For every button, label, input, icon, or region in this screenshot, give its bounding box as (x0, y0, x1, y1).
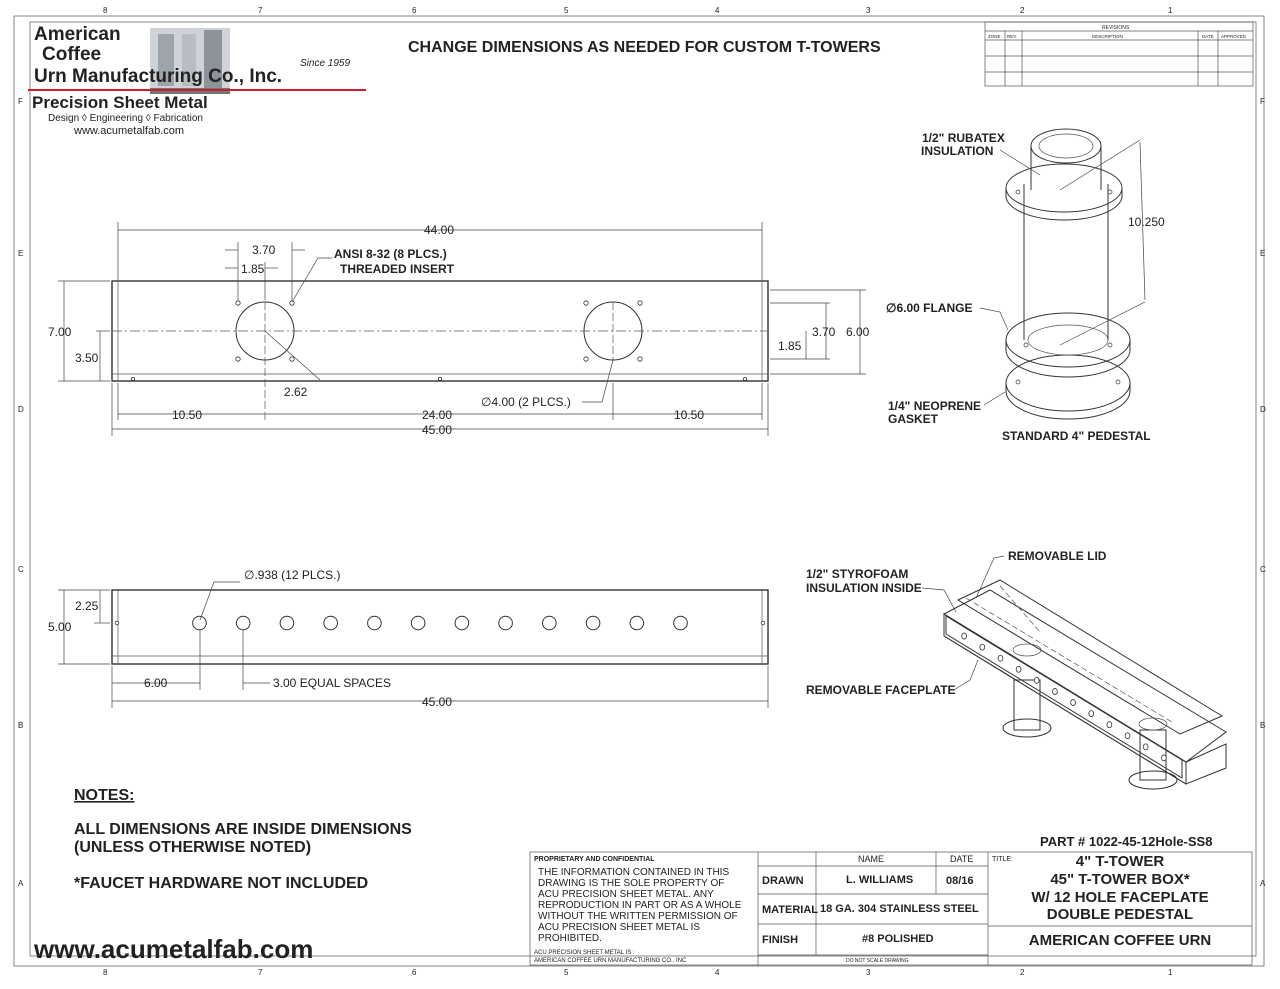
zone-label: 7 (258, 968, 263, 977)
drawn-label: DRAWN (762, 875, 804, 887)
inner-border (30, 22, 1256, 956)
faceplate-hole-group (193, 616, 688, 630)
faceplate-hole-note: ∅.938 (12 PLCS.) (244, 568, 341, 582)
logo-line-1: American (34, 24, 121, 45)
dim-height: 7.00 (48, 325, 72, 339)
box-faceplate-hole (1071, 700, 1076, 706)
zone-label: F (18, 97, 23, 106)
zone-numbers-top (103, 6, 1173, 15)
logo-line-2: Coffee (42, 44, 102, 65)
title-line-3: W/ 12 HOLE FACEPLATE (1031, 889, 1209, 906)
box-faceplate-hole (998, 655, 1003, 661)
company-logo (28, 24, 366, 137)
box-faceplate-hole (1016, 666, 1021, 672)
faceplate-hole (455, 616, 469, 630)
faceplate-hole (368, 616, 382, 630)
notes-heading: NOTES: (74, 787, 135, 804)
dim-right: 10.50 (674, 408, 705, 422)
zone-label: D (1260, 405, 1266, 414)
dim-faceplate-first: 6.00 (144, 676, 168, 690)
dim-hole-half: 1.85 (241, 262, 265, 276)
zone-numbers-bottom (103, 968, 1173, 977)
top-flange (1006, 164, 1122, 212)
dim-overall-top: 44.00 (424, 223, 455, 237)
box-insulation-1: 1/2" STYROFOAM (806, 567, 909, 581)
rev-col-description: DESCRIPTION (1092, 34, 1123, 39)
title-block (530, 852, 1252, 965)
box-faceplate-holes (962, 633, 1166, 761)
box-faceplate-hole (980, 644, 985, 650)
dim-right-height: 6.00 (846, 325, 870, 339)
zone-label: A (1260, 879, 1266, 888)
box-faceplate-hole (1034, 677, 1039, 683)
zone-label: 1 (1168, 6, 1173, 15)
prop-text-line: REPRODUCTION IN PART OR AS A WHOLE (538, 900, 742, 911)
name-header: NAME (858, 854, 885, 864)
rev-col-approved: APPROVED (1221, 34, 1247, 39)
zone-label: E (1260, 249, 1266, 258)
box-faceplate-hole (1089, 711, 1094, 717)
box-faceplate-hole (1161, 755, 1166, 761)
tower-gasket-2: GASKET (888, 412, 939, 426)
zone-label: 4 (715, 968, 720, 977)
material-value: 18 GA. 304 STAINLESS STEEL (820, 903, 979, 915)
box-faceplate-hole (1107, 722, 1112, 728)
zone-label: 3 (866, 968, 871, 977)
header-note: CHANGE DIMENSIONS AS NEEDED FOR CUSTOM T-TOWERS (408, 39, 881, 56)
zone-label: 5 (564, 968, 569, 977)
faceplate-outline (112, 590, 768, 664)
prop-text-line: THE INFORMATION CONTAINED IN THIS (538, 867, 730, 878)
tower-pedestal: STANDARD 4" PEDESTAL (1002, 429, 1151, 443)
dim-overall-bottom: 45.00 (422, 423, 453, 437)
box-faceplate-hole (1143, 744, 1148, 750)
drawn-name: L. WILLIAMS (846, 874, 914, 886)
faceplate-hole (630, 616, 644, 630)
zone-label: E (18, 249, 24, 258)
zone-label: 2 (1020, 968, 1025, 977)
dim-left: 10.50 (172, 408, 203, 422)
zone-label: 4 (715, 6, 720, 15)
tower-gasket-1: 1/4" NEOPRENE (888, 399, 982, 413)
rev-col-date: DATE (1202, 34, 1214, 39)
prop-text-line: PROHIBITED. (538, 933, 602, 944)
pedestal-base (1006, 355, 1130, 411)
dim-half-height: 3.50 (75, 351, 99, 365)
material-label: MATERIAL (762, 904, 819, 916)
prop-footer-1: ACU PRECISION SHEET METAL IS : (534, 950, 635, 956)
dim-center: 24.00 (422, 408, 453, 422)
title-header: TITLE: (992, 856, 1014, 863)
dim-tower-height: 10.250 (1128, 215, 1165, 229)
part-number: PART # 1022-45-12Hole-SS8 (1040, 834, 1213, 849)
faceplate-hole (280, 616, 294, 630)
faceplate-hole (586, 616, 600, 630)
logo-services: Design ◊ Engineering ◊ Fabrication (48, 113, 203, 124)
zone-label: 7 (258, 6, 263, 15)
dim-faceplate-overall: 45.00 (422, 695, 453, 709)
faceplate-view (48, 568, 768, 709)
zone-label: 2 (1020, 6, 1025, 15)
no-scale-note: DO NOT SCALE DRAWING (846, 958, 909, 964)
notes-line-2: (UNLESS OTHERWISE NOTED) (74, 839, 312, 856)
logo-since: Since 1959 (300, 58, 351, 69)
faceplate-hole (499, 616, 513, 630)
tower-view (886, 129, 1165, 443)
logo-tagline: Precision Sheet Metal (32, 93, 208, 112)
dim-right-spacing: 3.70 (812, 325, 836, 339)
finish-label: FINISH (762, 934, 799, 946)
zone-label: 8 (103, 968, 108, 977)
notes-section (74, 787, 412, 892)
prop-text-line: WITHOUT THE WRITTEN PERMISSION OF (538, 911, 738, 922)
zone-label: 6 (412, 968, 417, 977)
tower-flange: ∅6.00 FLANGE (886, 301, 973, 315)
title-line-2: 45" T-TOWER BOX* (1050, 871, 1190, 888)
zone-label: D (18, 405, 24, 414)
insert-note-1: ANSI 8-32 (8 PLCS.) (334, 247, 447, 261)
rev-col-zone: ZONE (988, 34, 1001, 39)
company-name: AMERICAN COFFEE URN (1028, 932, 1212, 949)
revisions-table (985, 22, 1253, 86)
threaded-inserts (131, 301, 746, 381)
finish-value: #8 POLISHED (862, 933, 934, 945)
zone-label: B (1260, 721, 1266, 730)
prop-text-line: ACU PRECISION SHEET METAL. ANY (538, 889, 714, 900)
zone-label: 8 (103, 6, 108, 15)
box-faceplate-label: REMOVABLE FACEPLATE (806, 683, 956, 697)
gasket (1006, 313, 1130, 367)
faceplate-hole (324, 616, 338, 630)
zone-label: 6 (412, 6, 417, 15)
faceplate-spacing-note: 3.00 EQUAL SPACES (273, 676, 392, 690)
zone-label: 1 (1168, 968, 1173, 977)
box-faceplate-hole (962, 633, 967, 639)
zone-label: B (18, 721, 24, 730)
zone-label: A (18, 879, 24, 888)
hole-note: ∅4.00 (2 PLCS.) (481, 395, 571, 409)
front-view (48, 222, 870, 437)
prop-footer-2: AMERICAN COFFEE URN MANUFACTURING CO., INC (534, 958, 687, 964)
notes-line-1: ALL DIMENSIONS ARE INSIDE DIMENSIONS (74, 821, 412, 838)
insert-note-2: THREADED INSERT (340, 262, 455, 276)
faceplate-hole (236, 616, 250, 630)
box-faceplate-hole (1125, 733, 1130, 739)
logo-line-3: Urn Manufacturing Co., Inc. (34, 66, 283, 87)
dim-radius: 2.62 (284, 385, 308, 399)
prop-text-line: DRAWING IS THE SOLE PROPERTY OF (538, 878, 725, 889)
rev-col-rev: REV. (1007, 34, 1018, 39)
revisions-title: REVISIONS (1102, 25, 1130, 31)
faceplate-hole (543, 616, 557, 630)
logo-url: www.acumetalfab.com (74, 125, 185, 137)
website-url: www.acumetalfab.com (34, 934, 314, 964)
box-faceplate-hole (1053, 688, 1058, 694)
dim-right-half: 1.85 (778, 339, 802, 353)
title-line-4: DOUBLE PEDESTAL (1046, 906, 1194, 923)
zone-label: C (1260, 565, 1266, 574)
notes-line-3: *FAUCET HARDWARE NOT INCLUDED (74, 875, 369, 892)
faceplate-hole (193, 616, 207, 630)
prop-heading: PROPRIETARY AND CONFIDENTIAL (534, 856, 655, 863)
zone-label: 5 (564, 6, 569, 15)
date-header: DATE (950, 854, 974, 864)
box-isometric-view (806, 549, 1226, 789)
dim-faceplate-upper: 2.25 (75, 599, 99, 613)
faceplate-hole (411, 616, 425, 630)
tower-insulation-2: INSULATION (921, 144, 994, 158)
prop-text-line: ACU PRECISION SHEET METAL IS (538, 922, 701, 933)
zone-letters-left (18, 97, 24, 888)
dim-hole-spacing: 3.70 (252, 243, 276, 257)
zone-label: C (18, 565, 24, 574)
dim-faceplate-height: 5.00 (48, 620, 72, 634)
faceplate-hole (674, 616, 688, 630)
box-insulation-2: INSULATION INSIDE (806, 581, 922, 595)
drawn-date: 08/16 (946, 875, 974, 887)
box-faceplate (946, 616, 1182, 778)
zone-letters-right (1260, 97, 1266, 888)
zone-label: F (1260, 97, 1265, 106)
title-line-1: 4" T-TOWER (1075, 853, 1165, 870)
zone-label: 3 (866, 6, 871, 15)
tower-insulation-1: 1/2" RUBATEX (922, 131, 1005, 145)
box-lid-label: REMOVABLE LID (1008, 549, 1107, 563)
